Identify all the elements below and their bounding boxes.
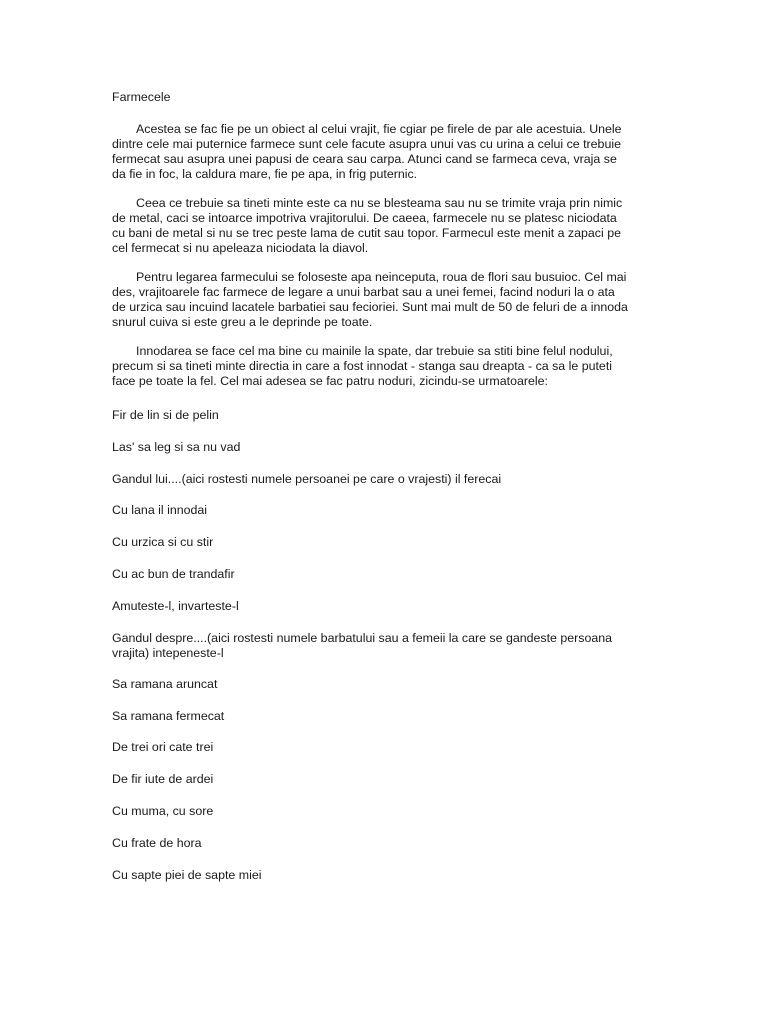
verse-line-3: Gandul lui....(aici rostesti numele persoanei pe care o vrajesti) il ferecai <box>112 472 502 486</box>
paragraph-1: Acestea se fac fie pe un obiect al celui vrajit, fie cgiar pe firele de par ale acestuia. Unele dintre cele mai puternice farmece sunt cele facute asupra unui vas cu urina a celui ce trebuie fermecat sau asupra unei papusi de ceara sau carpa. Atunci cand se farmeca ceva, vraja se da fie in foc, la caldura mare, fie pe apa, in frig puternic. <box>112 122 622 181</box>
verse-line-5: Cu urzica si cu stir <box>112 535 214 549</box>
paragraph-4: Innodarea se face cel ma bine cu mainile la spate, dar trebuie sa stiti bine felul nodului, precum si sa tineti minte directia in care a fost innodat - stanga sau dreapta - ca sa le puteti face pe toate la fel. Cel mai adesea se fac patru noduri, zicindu-se urmatoarele: <box>112 344 613 388</box>
verse-line-2: Las' sa leg si sa nu vad <box>112 440 241 454</box>
verse-line-8: Gandul despre....(aici rostesti numele barbatului sau a femeii la care se gandeste persoana vrajita) intepeneste-l <box>112 631 613 660</box>
verse-line-10: Sa ramana fermecat <box>112 709 225 723</box>
verse-line-4: Cu lana il innodai <box>112 503 208 517</box>
verse-line-11: De trei ori cate trei <box>112 740 214 754</box>
verse-line-13: Cu muma, cu sore <box>112 804 214 818</box>
verse-line-14: Cu frate de hora <box>112 836 202 850</box>
verse-line-12: De fir iute de ardei <box>112 772 214 786</box>
paragraph-3: Pentru legarea farmecului se foloseste apa neinceputa, roua de flori sau busuioc. Cel mai des, vrajitoarele fac farmece de legare a unui barbat sau a unei femei, facind noduri la o ata de urzica sau incuind lacatele barbatiei sau fecioriei. Sunt mai mult de 50 de feluri de a innoda snurul cuiva si este greu a le deprinde pe toate. <box>112 270 628 329</box>
verse-line-15: Cu sapte piei de sapte miei <box>112 868 262 882</box>
verse-line-9: Sa ramana aruncat <box>112 677 218 691</box>
verse-line-6: Cu ac bun de trandafir <box>112 567 235 581</box>
paragraph-2: Ceea ce trebuie sa tineti minte este ca nu se blesteama sau nu se trimite vraja prin nimic de metal, caci se intoarce impotriva vrajitorului. De caeea, farmecele nu se platesc niciodata cu bani de metal si nu se trec peste lama de cutit sau topor. Farmecul este menit a zapaci pe cel fermecat si nu apeleaza niciodata la diavol. <box>112 196 623 255</box>
verse-line-7: Amuteste-l, invarteste-l <box>112 599 239 613</box>
verse-line-1: Fir de lin si de pelin <box>112 408 219 422</box>
document-title: Farmecele <box>112 90 171 104</box>
